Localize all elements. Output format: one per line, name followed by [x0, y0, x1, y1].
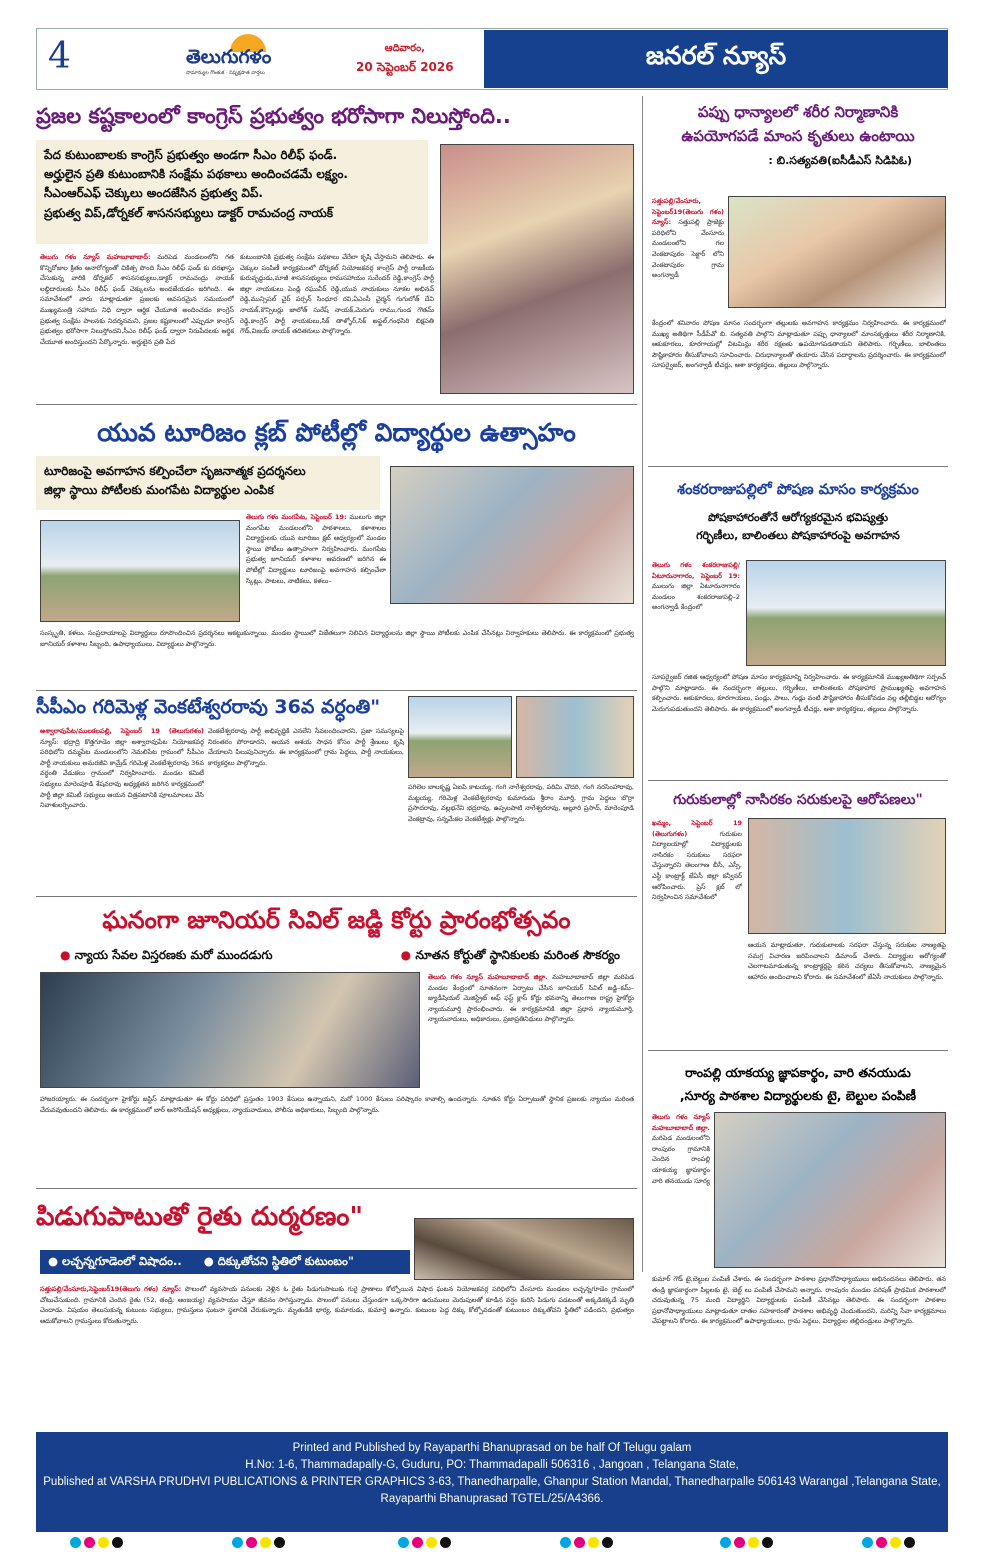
divider [648, 466, 948, 467]
article-body-wide [652, 318, 946, 456]
article-subheads [36, 456, 380, 510]
cmyk-marks-1 [70, 1537, 123, 1548]
divider [648, 780, 948, 781]
imprint-line: Rayaparthi Bhanuprasad TGTEL/25/A4366. [380, 1493, 604, 1505]
article-photo-rangoli [746, 560, 946, 666]
newspaper-logo [186, 34, 326, 80]
column-divider [642, 96, 643, 1272]
headline-line: రాంపల్లి యాకయ్య జ్ఞాపకార్థం, వారి తనయుడు [685, 1065, 911, 1080]
cmyk-marks-4 [560, 1537, 613, 1548]
article-text: పొలంలో వ్యవసాయ పనులకు వెళ్లిన ఓ రైతు పిడుగుపాటుకు గురై ప్రాణాలు కోల్పోయిన విషాద ఘటన నియోజకవర్గ పరిధిలోని వేంసూరు మండలం లచ్చన్నగూడెం గ్రామంలో చోటుచేసుకుంది. గ్రామానికి చెందిన రైతు (52, తండ్రి: ఆంజయ్య) వ్యవసాయం చేస్తూ జీవనం సాగిస్తున్నాడు. పొలంలో పనులు చేస్తుండగా ఒక్కసారిగా ఉరుములు మెరుపులతో కూడిన వర్షం కురిసి పిడుగు పడటంతో అక్కడికక్కడే మృతి చెందాడు. విషయం తెలుసుకున్న కుటుంబ సభ్యులు, గ్రామస్తులు ఘటనా స్థలానికి చేరుకున్నారు. మృతుడికి భార్య, కుమారుడు, కుమార్తె ఉన్నారు. కుటుంబ పెద్ద దిక్కు కోల్పోవడంతో కుటుంబం దిక్కుతోచని స్థితిలో పడిందని, ప్రభుత్వం ఆదుకోవాలని గ్రామస్తులు కోరుతున్నారు. [40, 1285, 634, 1325]
side-article-tie-belt-distribution [648, 1062, 948, 1107]
subhead-line: పేద కుటుంబాలకు కాంగ్రెస్ ప్రభుత్వం అండగా సీఎం రిలీఫ్ ఫండ్. [44, 148, 338, 162]
subhead-line: టూరిజంపై అవగాహన కల్పించేలా సృజనాత్మక ప్రదర్శనలు [44, 464, 306, 478]
bullet-item: ● న్యాయ సేవల విస్తరణకు మరో ముందడుగు [60, 948, 273, 962]
side-article-poshan-maasam [648, 482, 948, 545]
issue-date-text: 20 సెప్టెంబర్ 2026 [356, 60, 454, 74]
article-text: వెంకటేశ్వరరావు పార్టీ అభివృద్ధికి ఎనలేని సేవలందించారని, ప్రజా సమస్యలపై నిరంతరం పోరాడారని, ఆయన ఆశయ సాధన కోసం పార్టీ శ్రేణులు కృషి చేయాలని పిలుపునిచ్చారు. ఈ కార్యక్రమంలో గ్రామ పెద్దలు, పార్టీ నాయకులు, కార్యకర్తలు పాల్గొన్నారు. [208, 727, 404, 767]
article-body-wide [652, 672, 946, 770]
divider [36, 896, 637, 897]
article-body [40, 726, 204, 882]
article-photo-classroom [390, 466, 634, 604]
article-byline: తెలుగు గళం న్యూస్ మహబూబాబాద్ జిల్లా. [428, 973, 548, 981]
divider [36, 690, 637, 691]
article-body-col3 [408, 782, 634, 882]
article-body-col2 [240, 252, 434, 400]
article-photo-anganwadi [728, 196, 946, 308]
article-body [428, 972, 634, 1088]
imprint-line: H.No: 1-6, Thammadapally-G, Guduru, PO: Thammadapalli 506316 , Jangoan , Telangana State, [245, 1459, 739, 1471]
article-text: కుమార్ గౌడ్ టై,బెల్టుల పంపిణీ చేశారు. ఈ సందర్భంగా పాఠశాల ప్రధానోపాధ్యాయులు అభినందనలు తెలిపారు. తన తండ్రి జ్ఞాపకార్థంగా పిల్లలకు టై, బెల్ట్ లు పంపిణీ చేసామని అన్నారు. రాంపురం మండల పరిషత్ ప్రాథమిక పాఠశాలలో చదువుతున్న 75 మంది విద్యార్థిని విద్యార్థులకు పంపిణీ చేసినట్లు తెలిపారు. ఈ సందర్భంగా పాఠశాల ప్రధానోపాధ్యాయులు మాట్లాడుతూ దాతల సహకారంతో పాఠశాల అభివృద్ధి చెందుతుందని, మరిన్ని సేవా కార్యక్రమాలు చేపట్టాలని కోరారు. ఈ కార్యక్రమంలో ఉపాధ్యాయులు, గ్రామ పెద్దలు, విద్యార్థుల తల్లిదండ్రులు పాల్గొన్నారు. [652, 1275, 946, 1326]
article-text: కేంద్రంలో శనివారం పోషణ మాసం సందర్భంగా తల్లులకు అవగాహన కార్యక్రమం నిర్వహించారు. ఈ కార్యక్రమంలో ముఖ్య అతిథిగా సీడీపీవో బి. సత్యవతి పాల్గొని మాట్లాడుతూ పప్పు ధాన్యాలలో మాంసకృత్తులు శరీర నిర్మాణానికి, ఆకుకూరలు, కూరగాయల్లో విటమిన్లు శరీర రక్షణకు ఉపయోగపడతాయని తెలిపారు. గర్భిణీలు, బాలింతలు పౌష్టికాహారం తీసుకోవాలని సూచించారు. చిరుధాన్యాలతో తయారు చేసిన పదార్థాలను ప్రదర్శించారు. ఈ కార్యక్రమంలో సూపర్వైజర్, అంగన్వాడీ టీచర్లు, ఆశా కార్యకర్తలు, తల్లులు పాల్గొన్నారు. [652, 319, 946, 370]
article-photo-cheque-distribution [440, 144, 634, 394]
divider [36, 1188, 637, 1189]
section-title: జనరల్ న్యూస్ [484, 30, 948, 88]
article-subheads [36, 140, 428, 244]
headline-line: పప్పు ధాన్యాలలో శరీర నిర్మాణానికి [697, 103, 899, 121]
article-body [652, 1112, 710, 1260]
article-text: సంస్కృతి, కళలు, సంప్రదాయాలపై విద్యార్థులు రూపొందించిన ప్రదర్శనలు ఆకట్టుకున్నాయి. మండల స్థాయిలో విజేతలుగా నిలిచిన విద్యార్థులను జిల్లా స్థాయి పోటీలకు ఎంపిక చేసినట్లు నిర్వాహకులు తెలిపారు. ఈ కార్యక్రమంలో ప్రభుత్వ జూనియర్ కళాశాల సిబ్బంది, ఉపాధ్యాయులు, విద్యార్థులు పాల్గొన్నారు. [40, 629, 634, 648]
bullet-item: ● దిక్కుతోచని స్థితిలో కుటుంబం" [203, 1253, 354, 1268]
article-text: సూపర్వైజర్ రజిత ఆధ్వర్యంలో పోషణ మాసం కార్యక్రమాన్ని నిర్వహించారు. ఈ కార్యక్రమానికి ముఖ్యఅతిథిగా సర్పంచ్ పాల్గొని మాట్లాడారు. ఈ సందర్భంగా తల్లులు, గర్భిణీలు, బాలింతలకు పోషకాహార ప్రాముఖ్యతపై అవగాహన కల్పించారు. ఆకుకూరలు, కూరగాయలు, పండ్లు, పాలు, గుడ్లు వంటి పౌష్టికాహారం తీసుకోవడం వల్ల తల్లీబిడ్డల ఆరోగ్యం మెరుగుపడుతుందని తెలిపారు. ఈ కార్యక్రమంలో అంగన్వాడీ టీచర్లు, ఆశా కార్యకర్తలు, తల్లులు పాల్గొన్నారు. [652, 673, 946, 713]
subhead-line: సీఎంఆర్ఎఫ్ చెక్కులు అందజేసిన ప్రభుత్వ విప్. [44, 186, 263, 201]
divider [648, 1050, 948, 1051]
bullet-item: ● నూతన కోర్టుతో స్థానికులకు మరింత సౌకర్యం [400, 948, 620, 962]
article-bullets [40, 1250, 410, 1274]
article-photo-memorial [408, 696, 512, 778]
headline-line: ,సూర్య పాఠశాల విద్యార్థులకు టై, బెల్టుల పంపిణీ [679, 1087, 917, 1103]
article-text: ఆయన మాట్లాడుతూ, గురుకులాలకు సరఫరా చేస్తున్న సరుకుల నాణ్యతపై సమగ్ర విచారణ జరిపించాలని డిమాండ్ చేశారు. విద్యార్థుల ఆరోగ్యంతో చెలగాటమాడుతున్న కాంట్రాక్టర్లపై కఠిన చర్యలు తీసుకోవాలని, నాణ్యమైన ఆహారం అందించాలని కోరారు. ఈ సమావేశంలో జేఏసీ నాయకులు పాల్గొన్నారు. [748, 941, 946, 981]
article-text: కుటుంబానికి ప్రభుత్వ సంక్షేమ పథకాలు చేరేలా కృషి చేస్తామని తెలిపారు. ఈ చెక్కుల పంపిణీ కార్యక్రమంలో డోర్నకల్ నియోజకవర్గ కాంగ్రెస్ పార్టీ రాజకీయ కురువృద్ధుడు,మాజీ శాసనసభ్యులు రామసహాయం సురేందర్ రెడ్డి,కాంగ్రెస్ పార్టీ జిల్లా నాయకులు పెండ్లి రఘువీర్ రెడ్డి,యువ నాయకులు నూకల అభినవ్ రెడ్డి,మున్సిపల్ చైర్ పర్సన్ సింధూర రవి,ఏఎంసీ చైర్మన్ గుగులోత్ దేవి నాయక్,కౌన్సిలర్లు జాలోత్ సురేష్ నాయక్,మెరుగు రాము,గుండ గౌతమ్ రెడ్డి,కాంగ్రెస్ పార్టీ నాయకులు,సిక్ తాళ్ళోర్,సిక్ అఫ్జల్,గంధసిరి బిక్షపతి గౌడ్,విజయ్ నాయక్ తదితరులు పాల్గొన్నారు. [240, 253, 434, 336]
article-text: న్యూస్: భద్రాద్రి కొత్తగూడెం జిల్లా అశ్వారావుపేట నియోజకవర్గ పరిధిలోని దమ్మపేట మండలంలోని నెమలిపేట గ్రామంలో సీపీఎం పార్టీ నాయకులు అమరజీవి కామ్రేడ్ గరిమెళ్ల వెంకటేశ్వరరావు 36వ వర్ధంతి వేడుకలు గ్రామంలో నిర్వహించారు. మండల కమిటీ సభ్యులు మారెంపూడి శేషవరావు అధ్యక్షతన జరిగిన కార్యక్రమంలో పార్టీ జిల్లా కమిటీ సభ్యులు ఆయన చిత్రపటానికి పూలమాలలు వేసి నివాళులర్పించారు. [40, 737, 204, 810]
article-tourism-club [36, 418, 637, 448]
article-congress-relief [36, 104, 637, 129]
article-body [246, 512, 386, 622]
subhead-line: పోషకాహారంతోనే ఆరోగ్యకరమైన భవిష్యత్తు [707, 511, 889, 525]
article-photo-court-event [40, 972, 420, 1088]
article-byline: తెలుగు గళం శంకరరాజుపల్లి/ ఏటూరునాగారం, సెప్టెంబర్ 19: [652, 561, 740, 580]
article-byline: సత్తుపల్లి/వేంసూరు, సెప్టెంబర్19(తెలుగు గళం) న్యూస్: [652, 197, 724, 227]
article-text: సత్తుపల్లి ప్రాజెక్టు పరిధిలోని వేంసూరు మండలంలోని గల వెంకటాపురం సెక్టార్ లోని వెంకటాపురం గ్రామ అంగన్వాడీ [652, 218, 724, 280]
article-byline: అశ్వారావుపేట/ములకలపల్లి, సెప్టెంబర్ 19 (తెలుగుగళం) [40, 727, 204, 735]
article-byline: తెలుగు గళం మంగపేట, సెప్టెంబర్ 19: [246, 513, 347, 521]
article-byline: తెలుగు గళం న్యూస్ మహబూబాబాద్: [40, 253, 151, 261]
logo-text: తెలుగుగళం [186, 46, 272, 68]
cmyk-marks-5 [720, 1537, 773, 1548]
article-byline: తెలుగు గళం న్యూస్ మహబూబాబాద్ జిల్లా. [652, 1113, 710, 1132]
article-byline: ఖమ్మం, సెప్టెంబర్ 19 (తెలుగుగళం) [652, 819, 742, 838]
article-text: గురుకుల విద్యాలయాల్లో విద్యార్థులకు నాసిరకం సరుకులు సరఫరా చేస్తున్నారని తెలంగాణ బీసీ, ఎస్సీ, ఎస్టీ కాంట్రాక్ట్ జేఏసీ జిల్లా కన్వీనర్ ఆరోపించారు. ప్రెస్ క్లబ్ లో నిర్వహించిన సమావేశంలో [652, 829, 742, 902]
issue-weekday: ఆదివారం, [384, 43, 425, 54]
article-headline: యువ టూరిజం క్లబ్ పోటీల్లో విద్యార్థుల ఉత్సాహం [97, 418, 576, 447]
cmyk-marks-3 [398, 1537, 451, 1548]
article-farmer-lightning [36, 1202, 436, 1233]
issue-date [356, 42, 454, 77]
article-cpm-anniversary [36, 696, 416, 719]
article-headline: గురుకులాల్లో నాసిరకం సరుకులపై ఆరోపణలు" [673, 792, 923, 808]
article-text: మరిపెడ మండలంలోని రాంపురం గ్రామానికి చెందిన రాంపల్లి యాకయ్య జ్ఞాపకార్థం వారి తనయుడు సూర్య [652, 1134, 710, 1185]
article-byline: సత్తుపల్లి/వేంసూరు,సెప్టెంబర్19(తెలుగు గళం) న్యూస్: [40, 1285, 182, 1293]
headline-line: ఉపయోగపడే మాంస కృతులు ఉంటాయి [681, 127, 915, 145]
subhead-line: జిల్లా స్థాయి పోటీలకు మంగపేట విద్యార్థుల ఎంపిక [44, 483, 274, 498]
imprint-line: Printed and Published by Rayaparthi Bhanuprasad on be half Of Telugu galam [292, 1442, 692, 1454]
article-headline [648, 100, 948, 148]
article-text: ములుగు జిల్లా ఏటూరునాగారం మండలం శంకరరాజుపల్లి–2 అంగన్వాడీ కేంద్రంలో [652, 582, 740, 612]
article-photo-accident [414, 1218, 634, 1280]
article-headline [648, 1062, 948, 1107]
article-headline: సీపీఎం గరిమెళ్ల వెంకటేశ్వరరావు 36వ వర్ధంతి" [36, 696, 381, 718]
subhead-line: గర్భిణీలు, బాలింతలు పోషకాహారంపై అవగాహన [696, 528, 900, 542]
imprint-footer [36, 1432, 948, 1532]
article-body [40, 1284, 634, 1420]
article-body-wide [748, 940, 946, 981]
article-body-bottom [40, 628, 634, 684]
article-subheads [648, 509, 948, 544]
article-photo-gathering [516, 696, 634, 778]
cmyk-marks-2 [232, 1537, 285, 1548]
article-photo-students [714, 1112, 946, 1268]
article-body [652, 560, 740, 670]
side-article-gurukul-allegations [648, 792, 948, 809]
article-body [652, 818, 742, 968]
subhead-line: ప్రభుత్వ విప్,డోర్నకల్ శాసనసభ్యులు డాక్టర్ రామచంద్ర నాయక్ [44, 205, 334, 220]
article-body-wide [652, 1274, 946, 1420]
article-text: మరిపెడ మండలంలోని గత కొన్నిరోజుల క్రితం అనారోగ్యంతో చికిత్స పొంది సీఎం రిలీఫ్ ఫండ్ కు దరఖాస్తు చేసుకున్న వారికి డోర్నకల్ శాసనసభ్యులు,డాక్టర్ రామచంద్రు నాయక్ లబ్ధిదారులకు సీఎం రిలీఫ్ ఫండ్ చెక్కులను అందజేయడం జరిగింది.. ఈ సమావేశంలో వారు మాట్లాడుతూ ప్రజలకు అవసరమైన సమయంలో ముఖ్యమంత్రి సహాయ నిధి ద్వారా ఆర్థిక చేయూత అందించడం కాంగ్రెస్ ప్రభుత్వ సంక్షేమ పాలనకు నిదర్శనమని, ప్రజల కష్టకాలంలో ఎప్పుడూ కాంగ్రెస్ ప్రభుత్వం భరోసాగా నిలుస్తోందని,సీఎం రిలీఫ్ ఫండ్ ద్వారా నిరుపేదలకు ఆర్థిక చేయూత అందిస్తుందని పేర్కొన్నారు. అర్హులైన ప్రతి పేద [40, 253, 234, 346]
article-headline: పిడుగుపాటుతో రైతు దుర్మరణం" [36, 1202, 364, 1232]
article-headline: ఘనంగా జూనియర్ సివిల్ జడ్జి కోర్టు ప్రారంభోత్సవం [102, 906, 571, 934]
article-court-inauguration [36, 906, 637, 935]
article-body-bottom [40, 1094, 634, 1180]
side-article-pulses-nutrition [648, 100, 948, 170]
divider [36, 404, 637, 405]
page-number: 4 [48, 36, 71, 77]
logo-tagline: సామాన్యుల గొంతుక · నిష్పక్షపాత వార్తలు [186, 70, 265, 76]
article-headline: శంకరరాజుపల్లిలో పోషణ మాసం కార్యక్రమం [677, 482, 919, 498]
article-headline: ప్రజల కష్టకాలంలో కాంగ్రెస్ ప్రభుత్వం భరోసాగా నిలుస్తోంది.. [36, 104, 511, 128]
article-text: పగిలెల బాలకృష్ణ ఏఐపి కాటయ్య, గంగి నాగేశ్వరరావు, పరిమి చౌదరి, గంగి నరసింహారావు, మట్టయ్య, గరిమెళ్ల వెంకటేశ్వరరావు కుమారుడు శ్రీరాం మూర్తి, గ్రామ పెద్దలు బొర్రా ప్రసాదరావు, వల్లభనేని భద్రరావు, ఉప్పలపాటి నాగేశ్వరరావు, అల్లూరి ప్రసాద్, మారెంపూడి వెంకట్రావు, సన్నమేకల వెంకటేశ్వర్లు పాల్గొన్నారు. [408, 783, 634, 823]
article-text: మహబూబాబాద్ జిల్లా మరిపెడ మండల కేంద్రంలో నూతనంగా ఏర్పాటు చేసిన జూనియర్ సివిల్ జడ్జి–కమ్–జ్యుడీషియల్ మెజిస్ట్రేట్ ఆఫ్ ఫస్ట్ క్లాస్ కోర్టు భవనాన్ని తెలంగాణ రాష్ట్ర హైకోర్టు న్యాయమూర్తి ప్రారంభించారు. ఈ కార్యక్రమానికి జిల్లా ప్రధాన న్యాయమూర్తి, న్యాయవాదులు, అధికారులు, ప్రజాప్రతినిధులు పాల్గొన్నారు. [428, 973, 635, 1024]
article-text: హాజరయ్యారు. ఈ సందర్భంగా హైకోర్టు జస్టిస్ మాట్లాడుతూ ఈ కోర్టు పరిధిలో ప్రస్తుతం 1903 కేసులు ఉన్నాయని, మరో 1000 కేసులు పరిష్కారం కావాల్సి ఉందన్నారు. నూతన కోర్టు ఏర్పాటుతో స్థానిక ప్రజలకు న్యాయం మరింత చేరువవుతుందని తెలిపారు. ఈ కార్యక్రమంలో బార్ అసోసియేషన్ అధ్యక్షులు, న్యాయవాదులు, పోలీసు అధికారులు, సిబ్బంది పాల్గొన్నారు. [40, 1095, 634, 1114]
article-photo-presentation [40, 520, 240, 622]
cmyk-marks-6 [862, 1537, 915, 1548]
article-author: : బి.సత్యవతి(ఐసీడీఎస్ సిడిపిఓ) [768, 154, 912, 167]
article-bullets [60, 948, 620, 965]
article-text: ములుగు జిల్లా మంగపేట మండలంలోని పాఠశాలలు, కళాశాలల విద్యార్థులకు యువ టూరిజం క్లబ్ ఆధ్వర్యంలో మండల స్థాయి పోటీలు ఉత్సాహంగా నిర్వహించారు. మంగపేట ప్రభుత్వ జూనియర్ కళాశాల ఆవరణలో జరిగిన ఈ పోటీల్లో విద్యార్థులు టూరిజంపై అవగాహన కల్పించేలా స్కిట్లు, పాటలు, నాటికలు, కళలు– [246, 513, 386, 585]
subhead-line: అర్హులైన ప్రతి కుటుంబానికి సంక్షేమ పథకాలు అందించడమే లక్ష్యం. [44, 167, 348, 182]
bullet-item: ● లచ్చన్నగూడెంలో విషాదం.. [48, 1253, 182, 1268]
article-body [40, 252, 234, 400]
article-body-col2 [208, 726, 404, 882]
article-photo-press-club [748, 818, 946, 934]
imprint-line: Published at VARSHA PRUDHVI PUBLICATIONS & PRINTER GRAPHICS 3-63, Thanedharpalle, Ghanpur Station Mandal, Thanedharpalle 506143 Warangal ,Telangana State, [43, 1476, 941, 1488]
